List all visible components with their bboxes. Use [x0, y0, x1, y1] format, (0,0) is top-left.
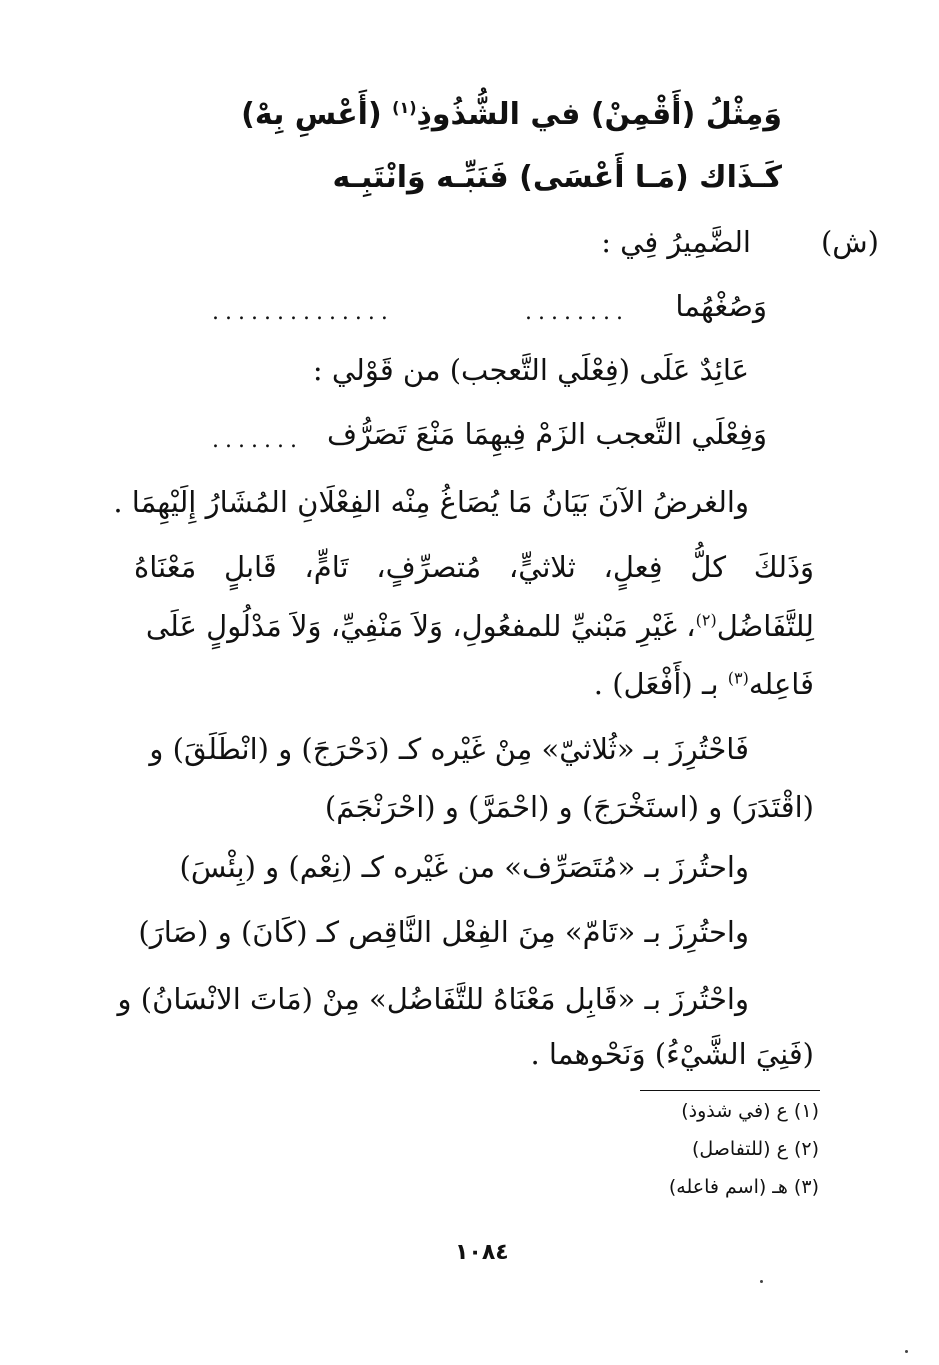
footnote-ref-1: (١)	[392, 98, 417, 117]
para2-word-1: وَذَلكَ	[753, 550, 814, 584]
para6-line-2: (فَنِيَ الشَّيْءُ) وَنَحْوهما .	[530, 1037, 814, 1071]
page-number: ١٠٨٤	[455, 1240, 509, 1265]
footnote-ref-2: (٢)	[695, 610, 717, 630]
para4-line: واحتُرزَ بـ «مُتَصَرِّف» من غَيْره كـ (نِعْم) و (بِئْسَ)	[179, 850, 749, 884]
para2-word-8: مَعْنَاهُ	[134, 550, 197, 584]
para2-line-2-a: لِلتَّفَاضُل	[716, 609, 814, 643]
footnote-2: (٢) ع (للتفاصل)	[691, 1138, 819, 1160]
para2-word-5: مُتصرِّفٍ،	[376, 550, 482, 584]
para2-word-7: قَابلٍ	[223, 550, 277, 584]
verse-line-1-text-b: (أَعْسِ بِهْ)	[241, 97, 393, 132]
para2-line-3-a: فَاعِله	[748, 667, 814, 701]
verse-line-1	[241, 97, 782, 132]
para2-line-2	[145, 609, 814, 643]
para2-line-3	[593, 667, 814, 701]
sharh-line-1: الضَّمِيرُ فِي :	[601, 225, 751, 259]
footnote-1: (١) ع (في شذوذ)	[681, 1100, 819, 1122]
para2-line-3-b: بـ (أَفْعَل) .	[593, 667, 728, 701]
scan-speck	[905, 1350, 908, 1353]
sharh-line-4-text: وَفِعْلَي التَّعجب الزَمْ فِيهِمَا مَنْعَ تَصَرُّف	[327, 417, 767, 451]
para3-line-1: فَاحْتُرِزَ بـ «ثُلاثيّ» مِنْ غَيْره كـ (دَحْرَجَ) و (انْطَلَقَ) و	[149, 732, 749, 766]
sharh-line-5: والغرضُ الآنَ بَيَانُ مَا يُصَاغُ مِنْه الفِعْلَانِ المُشَارُ إِلَيْهِمَا .	[113, 485, 749, 519]
para2-line-1	[134, 550, 814, 584]
verse-line-1-text-a: وَمِثْلُ (أَقْمِنْ) في الشُّذُوذِ	[416, 97, 782, 132]
para2-word-2: كلُّ	[690, 550, 727, 584]
scan-speck	[760, 1280, 763, 1283]
sharh-line-4-dots: .......	[212, 428, 303, 453]
para6-line-1: واحْتُرزَ بـ «قَابِل مَعْنَاهُ للتَّفَاضُل» مِنْ (مَاتَ الانْسَانُ) و	[117, 982, 749, 1016]
para2-word-3: فِعلٍ،	[603, 550, 663, 584]
para2-word-6: تَامٍّ،	[304, 550, 349, 584]
para3-line-2: (اقْتَدَرَ) و (استَخْرَجَ) و (احْمَرَّ) و (احْرَنْجَمَ)	[324, 790, 814, 824]
para2-line-2-b: ، غَيْرِ مَبْنيِّ للمفعُولِ، وَلاَ مَنْفِيِّ، وَلاَ مَدْلُولٍ عَلَى	[145, 609, 696, 643]
sharh-line-2-text: وَصُغْهُما	[675, 289, 767, 323]
footnote-separator	[640, 1090, 820, 1091]
footnote-3: (٣) هـ (اسم فاعله)	[668, 1176, 819, 1198]
sharh-marker: (ش)	[820, 225, 879, 259]
verse-line-2: كَـذَاك (مَـا أَعْسَى) فَنَبِّـه وَانْتَبِـه	[332, 160, 782, 195]
sharh-line-3: عَائِدٌ عَلَى (فِعْلَي التَّعجب) من قَوْلي :	[312, 353, 749, 387]
footnote-ref-3: (٣)	[727, 668, 749, 688]
sharh-line-2-dots-a: ........	[525, 300, 629, 325]
para2-word-4: ثلاثيٍّ،	[508, 550, 576, 584]
para5-line: واحتُرِزَ بـ «تَامّ» مِنَ الفِعْل النَّاقِص كـ (كَانَ) و (صَارَ)	[138, 915, 749, 949]
sharh-line-2-dots-b: ..............	[212, 300, 394, 325]
